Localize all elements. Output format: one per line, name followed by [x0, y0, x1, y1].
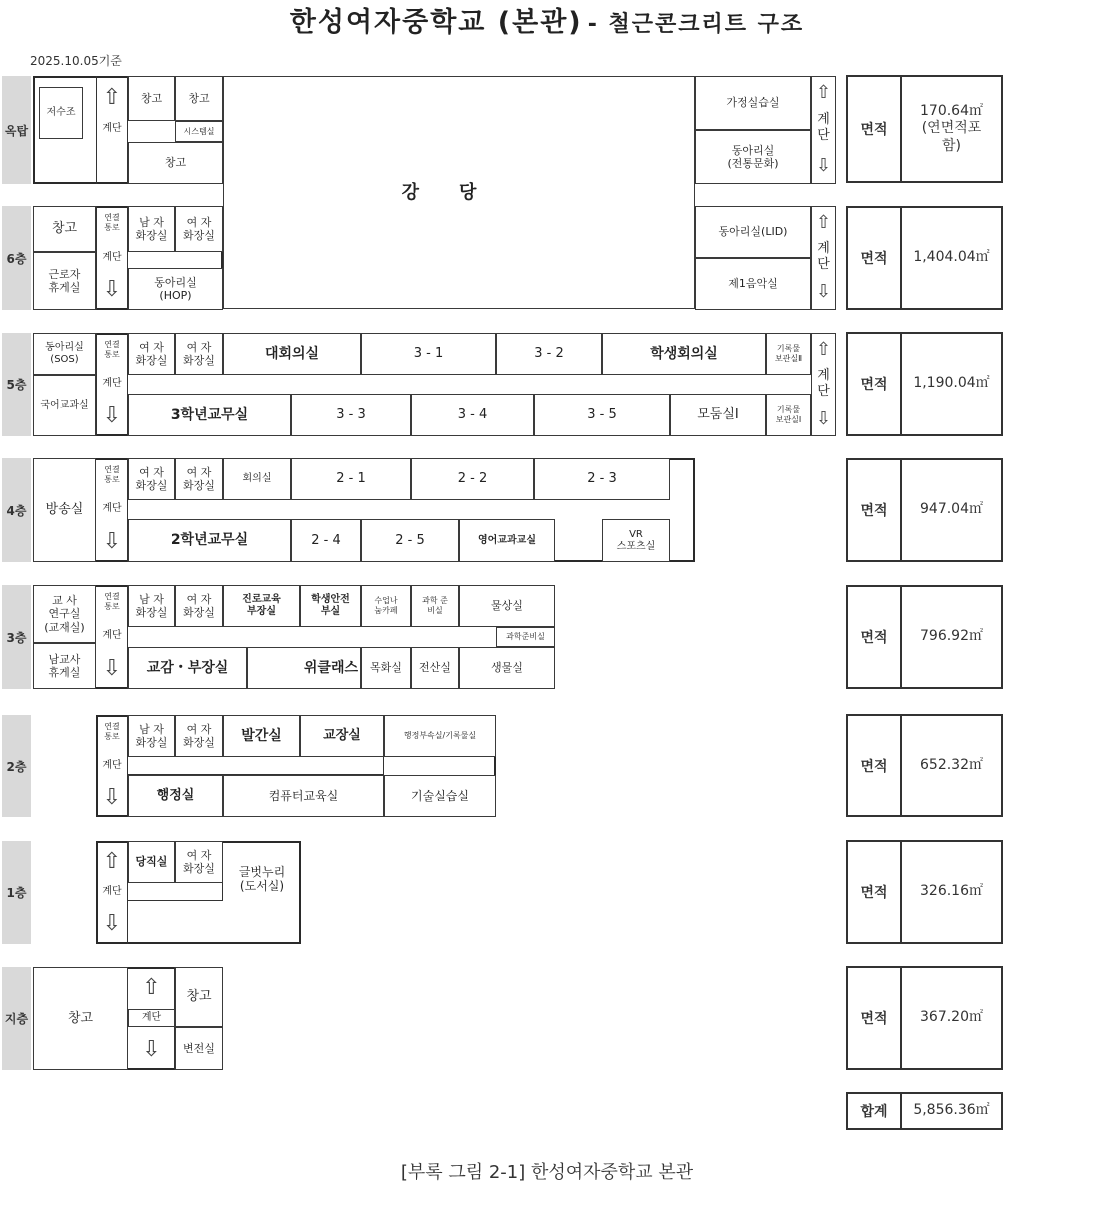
f2-stairs-label: 계단 — [102, 760, 122, 771]
room-b1-storage-2: 창고 — [175, 967, 223, 1027]
room-safety: 학생안전 부실 — [300, 585, 361, 627]
room-archive-1: 기록물 보관실Ⅰ — [766, 394, 811, 436]
room-f1-women-wc: 여 자 화장실 — [175, 841, 223, 883]
floor-label-2f: 2층 — [2, 715, 31, 817]
f6-right-stairs-label: 계 단 — [817, 241, 830, 272]
area-label: 면적 — [848, 460, 902, 560]
floor-label-5f: 5층 — [2, 333, 31, 436]
arrow-down-icon: ⇩ — [102, 402, 122, 428]
room-3-2: 3 - 2 — [496, 333, 602, 375]
room-print: 발간실 — [223, 715, 300, 757]
room-f2-men-wc: 남 자 화장실 — [128, 715, 175, 757]
room-music-1: 제1음악실 — [695, 258, 811, 310]
f6-corridor: 연결 통로 — [104, 213, 120, 232]
room-english: 영어교과교실 — [459, 519, 555, 562]
area-value: 1,190.04㎡ — [913, 375, 990, 392]
room-broadcast: 방송실 — [33, 458, 96, 562]
room-rt-storage-1: 창고 — [128, 76, 175, 121]
room-f6-men-wc: 남 자 화장실 — [128, 206, 175, 252]
room-science-prep: 과학 준 비실 — [411, 585, 459, 627]
date-label: 2025.10.05기준 — [30, 54, 122, 68]
room-vr-sports: VR 스포츠실 — [602, 519, 670, 562]
room-club-sos: 동아리실 (SOS) — [33, 333, 96, 375]
f2-hallway — [128, 757, 384, 775]
floor-label-b1: 지층 — [2, 967, 31, 1070]
room-science-prep-2: 과학준비실 — [496, 627, 555, 647]
room-meeting: 회의실 — [223, 458, 291, 500]
page-title: 한성여자중학교 (본관) - 철근콘크리트 구조 — [289, 7, 805, 38]
room-bath: 목화실 — [361, 647, 411, 689]
room-system: 시스템실 — [175, 121, 223, 142]
room-substation: 변전실 — [175, 1027, 223, 1070]
rooftop-stairs-label: 계단 — [102, 123, 122, 134]
room-library: 글벗누리 (도서실) — [238, 865, 286, 894]
room-club-hop: 동아리실 (HOP) — [128, 268, 223, 310]
arrow-down-icon: ⇩ — [102, 655, 122, 681]
area-box-3f — [846, 585, 1003, 689]
room-conference: 대회의실 — [223, 333, 361, 375]
area-value: 367.20㎡ — [920, 1009, 983, 1026]
area-box-2f — [846, 714, 1003, 817]
area-label: 면적 — [848, 77, 902, 181]
room-wee-class: 위클래스 — [247, 647, 361, 689]
area-box-total — [846, 1092, 1003, 1130]
rooftop-right-stairs-label: 계 단 — [817, 112, 830, 143]
area-box-rooftop — [846, 75, 1003, 183]
area-value: 947.04㎡ — [920, 501, 983, 518]
arrow-down-icon: ⇩ — [102, 910, 122, 936]
room-f5-women-wc-1: 여 자 화장실 — [128, 333, 175, 375]
f4-corridor: 연결 통로 — [104, 465, 120, 484]
room-staff-2: 2학년교무실 — [128, 519, 291, 562]
area-label: 면적 — [848, 587, 902, 687]
area-box-b1 — [846, 966, 1003, 1070]
f1-hallway — [128, 883, 223, 901]
area-value: 1,404.04㎡ — [913, 249, 990, 266]
room-3-3: 3 - 3 — [291, 394, 411, 436]
arrow-up-icon: ⇧ — [815, 211, 832, 233]
room-computer: 전산실 — [411, 647, 459, 689]
arrow-down-icon: ⇩ — [102, 784, 122, 810]
area-label: 면적 — [848, 334, 902, 434]
area-label: 면적 — [848, 208, 902, 308]
floor-label-3f: 3층 — [2, 585, 31, 689]
room-2-3: 2 - 3 — [534, 458, 670, 500]
area-value: 326.16㎡ — [920, 883, 983, 900]
area-box-4f — [846, 458, 1003, 562]
room-f5-women-wc-2: 여 자 화장실 — [175, 333, 223, 375]
room-f4-women-wc-2: 여 자 화장실 — [175, 458, 223, 500]
arrow-down-icon: ⇩ — [102, 528, 122, 554]
arrow-up-icon: ⇧ — [142, 974, 161, 1000]
room-2-1: 2 - 1 — [291, 458, 411, 500]
total-value: 5,856.36㎡ — [913, 1102, 990, 1119]
f1-stairs-label: 계단 — [102, 886, 122, 897]
f5-corridor: 연결 통로 — [104, 340, 120, 359]
total-label: 합계 — [848, 1094, 902, 1128]
room-club-lid: 동아리실(LID) — [695, 206, 811, 258]
room-teacher-lab: 교 사 연구실 (교재실) — [33, 585, 96, 643]
f3-stairs-label: 계단 — [102, 630, 122, 641]
area-value: 652.32㎡ — [920, 756, 983, 773]
area-label: 면적 — [848, 842, 902, 942]
room-worker-lounge: 근로자 휴게실 — [33, 252, 96, 310]
area-value: 170.64㎡ (연면적포 함) — [920, 102, 983, 154]
area-box-1f — [846, 840, 1003, 944]
room-f3-women-wc: 여 자 화장실 — [175, 585, 223, 627]
room-archive-2: 기록물 보관실Ⅱ — [766, 333, 811, 375]
room-3-5: 3 - 5 — [534, 394, 670, 436]
room-2-5: 2 - 5 — [361, 519, 459, 562]
b1-stairs-label: 계단 — [128, 1009, 175, 1027]
arrow-down-icon: ⇩ — [815, 154, 832, 176]
room-principal: 교장실 — [300, 715, 384, 757]
room-water-tank: 저수조 — [39, 87, 83, 139]
room-biology: 생물실 — [459, 647, 555, 689]
room-physics: 물상실 — [459, 585, 555, 627]
room-f2-women-wc: 여 자 화장실 — [175, 715, 223, 757]
room-2-2: 2 - 2 — [411, 458, 534, 500]
room-rt-storage-2: 창고 — [175, 76, 223, 121]
room-admin-archive: 행정부속실/기록물실 — [384, 715, 496, 757]
room-computer-lab: 컴퓨터교육실 — [223, 775, 384, 817]
room-vp-office: 교감・부장실 — [128, 647, 247, 689]
area-value: 796.92㎡ — [920, 628, 983, 645]
room-rt-storage-3: 창고 — [128, 142, 223, 184]
room-2-4: 2 - 4 — [291, 519, 361, 562]
room-group-1: 모둠실Ⅰ — [670, 394, 766, 436]
room-staff-3: 3학년교무실 — [128, 394, 291, 436]
room-student-council: 학생회의실 — [602, 333, 766, 375]
room-3-1: 3 - 1 — [361, 333, 496, 375]
room-f6-storage: 창고 — [33, 206, 96, 252]
room-duty: 당직실 — [128, 841, 175, 883]
f5-stairs-label: 계단 — [102, 378, 122, 389]
room-f6-women-wc: 여 자 화장실 — [175, 206, 223, 252]
arrow-up-icon: ⇧ — [815, 338, 832, 360]
room-3-4: 3 - 4 — [411, 394, 534, 436]
room-tech-lab: 기술실습실 — [384, 775, 496, 817]
area-label: 면적 — [848, 968, 902, 1068]
arrow-down-icon: ⇩ — [815, 407, 832, 429]
f4-stairs-label: 계단 — [102, 503, 122, 514]
room-admin: 행정실 — [128, 775, 223, 817]
floor-label-1f: 1층 — [2, 841, 31, 944]
floor-label-rooftop: 옥탑 — [2, 76, 31, 184]
figure-caption: [부록 그림 2-1] 한성여자중학교 본관 — [400, 1162, 694, 1183]
room-auditorium: 강당 — [223, 76, 695, 309]
room-career: 진로교육 부장실 — [223, 585, 300, 627]
f3-corridor: 연결 통로 — [104, 592, 120, 611]
floor-label-4f: 4층 — [2, 458, 31, 562]
floor-label-6f: 6층 — [2, 206, 31, 310]
room-korean: 국어교과실 — [33, 375, 96, 436]
room-home-ec: 가정실습실 — [695, 76, 811, 130]
room-club-tradition: 동아리실 (전통문화) — [695, 130, 811, 184]
area-box-6f — [846, 206, 1003, 310]
arrow-down-icon: ⇩ — [102, 276, 122, 302]
room-f4-women-wc-1: 여 자 화장실 — [128, 458, 175, 500]
arrow-up-icon: ⇧ — [102, 84, 122, 110]
arrow-down-icon: ⇩ — [815, 280, 832, 302]
f5-right-stairs-label: 계 단 — [817, 368, 830, 399]
f6-stairs-label: 계단 — [102, 252, 122, 263]
arrow-up-icon: ⇧ — [815, 81, 832, 103]
room-b1-storage: 창고 — [33, 967, 128, 1070]
area-box-5f — [846, 332, 1003, 436]
arrow-up-icon: ⇧ — [102, 848, 122, 874]
room-f3-men-wc: 남 자 화장실 — [128, 585, 175, 627]
f2-corridor: 연결 통로 — [104, 722, 120, 741]
room-nanum-cafe: 수업나 눔카페 — [361, 585, 411, 627]
page-subtitle: - 철근콘크리트 구조 — [587, 12, 805, 37]
room-male-lounge: 남교사 휴게실 — [33, 643, 96, 689]
arrow-down-icon: ⇩ — [142, 1036, 161, 1062]
area-label: 면적 — [848, 716, 902, 815]
